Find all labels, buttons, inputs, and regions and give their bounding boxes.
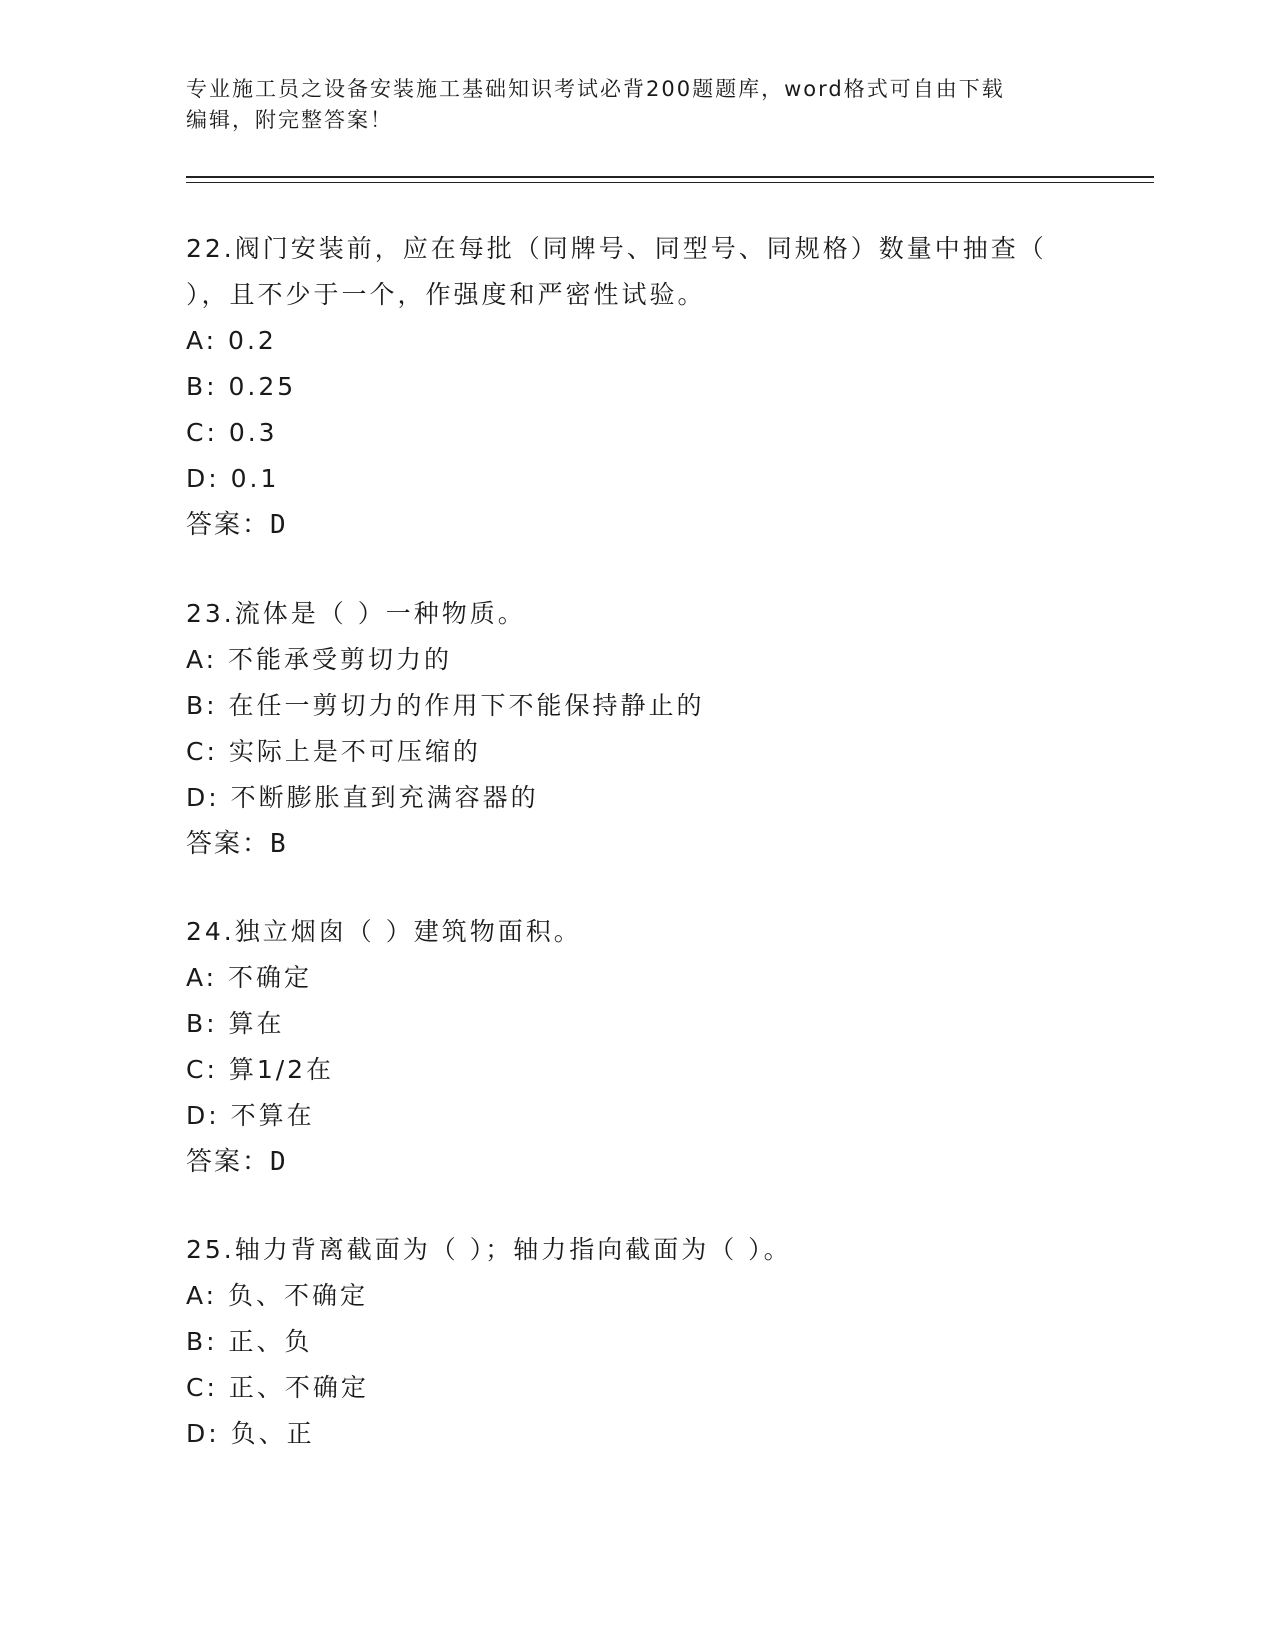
option-c: C: 0.3	[186, 418, 278, 447]
question-stem-line-1: 25.轴力背离截面为（ ）；轴力指向截面为（ ）。	[186, 1235, 792, 1264]
option-a: A: 0.2	[186, 326, 277, 355]
option-b: B: 正、负	[186, 1327, 313, 1356]
option-c: C: 实际上是不可压缩的	[186, 737, 481, 766]
question-stem-line-2: ），且不少于一个，作强度和严密性试验。	[186, 280, 706, 309]
option-d: D: 不算在	[186, 1101, 315, 1130]
answer-value: D	[270, 1147, 288, 1177]
option-d: D: 不断膨胀直到充满容器的	[186, 783, 539, 812]
option-d: D: 0.1	[186, 464, 280, 493]
document-header	[186, 74, 1086, 136]
answer-line	[186, 1139, 1086, 1185]
answer-value: B	[270, 829, 288, 859]
header-line-1: 专业施工员之设备安装施工基础知识考试必背200题题库，word格式可自由下载	[186, 77, 1005, 101]
option-c: C: 正、不确定	[186, 1373, 369, 1402]
question-stem-line-1: 23.流体是（ ）一种物质。	[186, 599, 526, 628]
answer-label: 答案：	[186, 829, 271, 859]
answer-value: D	[270, 510, 288, 540]
answer-line	[186, 502, 1086, 548]
question-22	[186, 226, 1086, 548]
option-a: A: 不确定	[186, 963, 313, 992]
option-d: D: 负、正	[186, 1419, 315, 1448]
header-line-2: 编辑，附完整答案！	[186, 108, 393, 132]
header-rule-thick	[186, 176, 1154, 178]
option-b: B: 0.25	[186, 372, 297, 401]
option-a: A: 负、不确定	[186, 1281, 369, 1310]
option-c: C: 算1/2在	[186, 1055, 335, 1084]
header-rule-thin	[186, 182, 1154, 183]
answer-label: 答案：	[186, 1147, 271, 1177]
option-a: A: 不能承受剪切力的	[186, 645, 453, 674]
question-23	[186, 591, 1086, 867]
option-b: B: 在任一剪切力的作用下不能保持静止的	[186, 691, 705, 720]
question-stem-line-1: 22.阀门安装前，应在每批（同牌号、同型号、同规格）数量中抽查（	[186, 234, 1047, 263]
answer-label: 答案：	[186, 510, 271, 540]
option-b: B: 算在	[186, 1009, 285, 1038]
question-24	[186, 909, 1086, 1185]
answer-line	[186, 821, 1086, 867]
question-25	[186, 1227, 1086, 1457]
question-stem-line-1: 24.独立烟囱（ ）建筑物面积。	[186, 917, 582, 946]
